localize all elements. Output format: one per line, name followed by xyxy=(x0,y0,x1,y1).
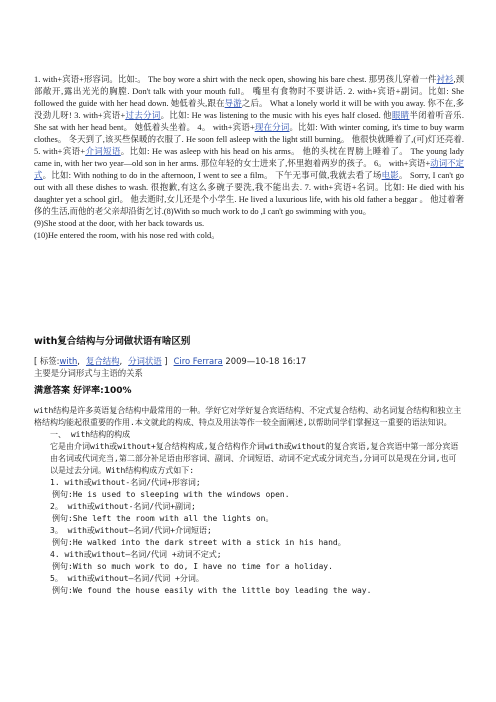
example-5: 例句:We found the house easily with the little boy leading the way. xyxy=(52,586,372,595)
body-intro: with结构是许多英语复合结构中最常用的一种。学好它对学好复合宾语结构、不定式复合结构、动名词复合结构和独立主格结构均能起很重要的作用.本文就此的构成、特点及用法等作一较全面阐述,以帮助同学们掌握这一重要的语法知识。 xyxy=(34,406,462,427)
link-prepositional-phrase[interactable]: 介词短语 xyxy=(85,147,121,156)
rule-4: 4. with或without—名词/代词 +动词不定式; xyxy=(50,550,222,559)
tag-with[interactable]: with xyxy=(59,356,78,366)
tag-compound-structure[interactable]: 复合结构 xyxy=(85,356,120,366)
author-link[interactable]: Ciro Ferrara xyxy=(173,356,223,366)
intro-text: 。比如: With nothing to do in the afternoon, I went to see a film。 下午无事可做,我就去看了场 xyxy=(42,171,382,180)
intro-paragraph xyxy=(34,74,464,218)
intro-text: 半闭着听音乐. She sat with her head bent。 她低着头坐着。 4。 with+宾语+ xyxy=(34,111,465,132)
heading-structure: 一、 with结构的构成 xyxy=(50,430,131,439)
section-title: with复合结构与分词做状语有啥区别 xyxy=(34,336,191,347)
rule-1: 1. with或without-名词/代词+形容词; xyxy=(50,478,201,487)
intro-text: 。比如: He was listening to the music with his eyes half closed. 他 xyxy=(160,111,392,120)
intro-section xyxy=(34,74,464,242)
link-past-participle[interactable]: 过去分词 xyxy=(125,111,161,120)
answer-header xyxy=(34,383,464,396)
link-film[interactable]: 电影 xyxy=(381,171,399,180)
intro-text: 。比如: He was asleep with his head on his arms。 他的头枕在胃膀上睡着了。 The young lady came in, with her two year—old son in her arms. 那位年轻的女士进来了,怀里抱着两岁的孩子。 6。 with+宾语+ xyxy=(34,147,464,168)
link-guide[interactable]: 导游 xyxy=(224,99,242,108)
example-3: 例句:He walked into the dark street with a stick in his hand。 xyxy=(52,538,346,547)
example-4: 例句:With so much work to do, I have no time for a holiday. xyxy=(52,562,333,571)
intro-text: 1. with+宾语+形容词。比如:。 The boy wore a shirt with the neck open, showing his bare chest. 那男孩儿穿着一件 xyxy=(34,75,437,84)
example-2: 例句:She left the room with all the lights on。 xyxy=(52,514,274,523)
link-shirt[interactable]: 衬衫 xyxy=(436,75,454,84)
rating-text: 好评率:100% xyxy=(73,386,132,396)
tag-separator: , xyxy=(119,356,123,366)
intro-text: ,颈部敞开,露出光光的胸膛. Don't talk with your mouth full。 嘴里有食物时不要讲话. 2. with+宾语+副词。比如: She followed the guide with her head down. 她低着头,跟在 xyxy=(34,75,465,108)
intro-text: 。 Sorry, I can't go out with all these dishes to wash. 很抱歉,有这么多碗子要洗,我不能出去. 7. with+宾语+名词。比如: He died with his daughter yet a school girl。 他去逝时,女儿还是个小学生. He lived a luxurious life, with his old father a beggar 。 他过着奢侈的生活,而他的老父亲却沿街乞讨.(8)With so much work to do ,I can't go swimming with you。 xyxy=(34,171,464,216)
tag-prefix: [ 标签: xyxy=(34,356,60,366)
tag-separator: , xyxy=(77,356,80,366)
link-eyes[interactable]: 眼睛 xyxy=(391,111,410,120)
rule-5: 5。 with或without—名词/代词 +分词。 xyxy=(50,574,204,583)
link-infinitive[interactable]: 动词不定式 xyxy=(34,159,464,180)
intro-line-9: (9)She stood at the door, with her back towards us. xyxy=(34,219,205,228)
intro-line-10: (10)He entered the room, with his nose red with cold。 xyxy=(34,231,220,240)
tag-row xyxy=(34,355,464,367)
intro-text: 之后。 What a lonely world it will be with you away. 你不在,多没劲儿呀! 3. with+宾语+ xyxy=(34,99,464,120)
intro-text: 。比如: With winter coming, it's time to buy warm clothes。 冬天到了,该买些保暖的衣服了. He soon fell asleep with the light still burning。 他很快就睡着了,(可)灯还亮着. 5. with+宾语+ xyxy=(34,123,464,156)
example-1: 例句:He is used to sleeping with the windows open. xyxy=(52,490,290,499)
rule-3: 3。 with或without—名词/代词+介词短语; xyxy=(50,526,212,535)
tag-line xyxy=(34,355,464,379)
question-subtitle: 主要是分词形式与主语的关系 xyxy=(34,368,143,378)
best-answer-label: 满意答案 xyxy=(34,386,71,396)
tag-close: ] xyxy=(161,356,168,366)
tag-participle-adverbial[interactable]: 分词状语 xyxy=(128,356,162,366)
post-date: 2009—10-18 16:17 xyxy=(222,356,307,366)
rule-2: 2。 with或without-名词/代词+副词; xyxy=(50,502,196,511)
answer-body xyxy=(34,405,464,597)
structure-paragraph: 它是由介词with或without+复合结构构成,复合结构作介词with或without的复合宾语,复合宾语中第一部分宾语由名词或代词充当,第二部分补足语由形容词、副词、介词短语、动词不定式或分词充当,分词可以是现在分词,也可以是过去分词。With结构构成方式如下: xyxy=(50,442,459,475)
link-present-participle[interactable]: 现在分词 xyxy=(254,123,290,132)
